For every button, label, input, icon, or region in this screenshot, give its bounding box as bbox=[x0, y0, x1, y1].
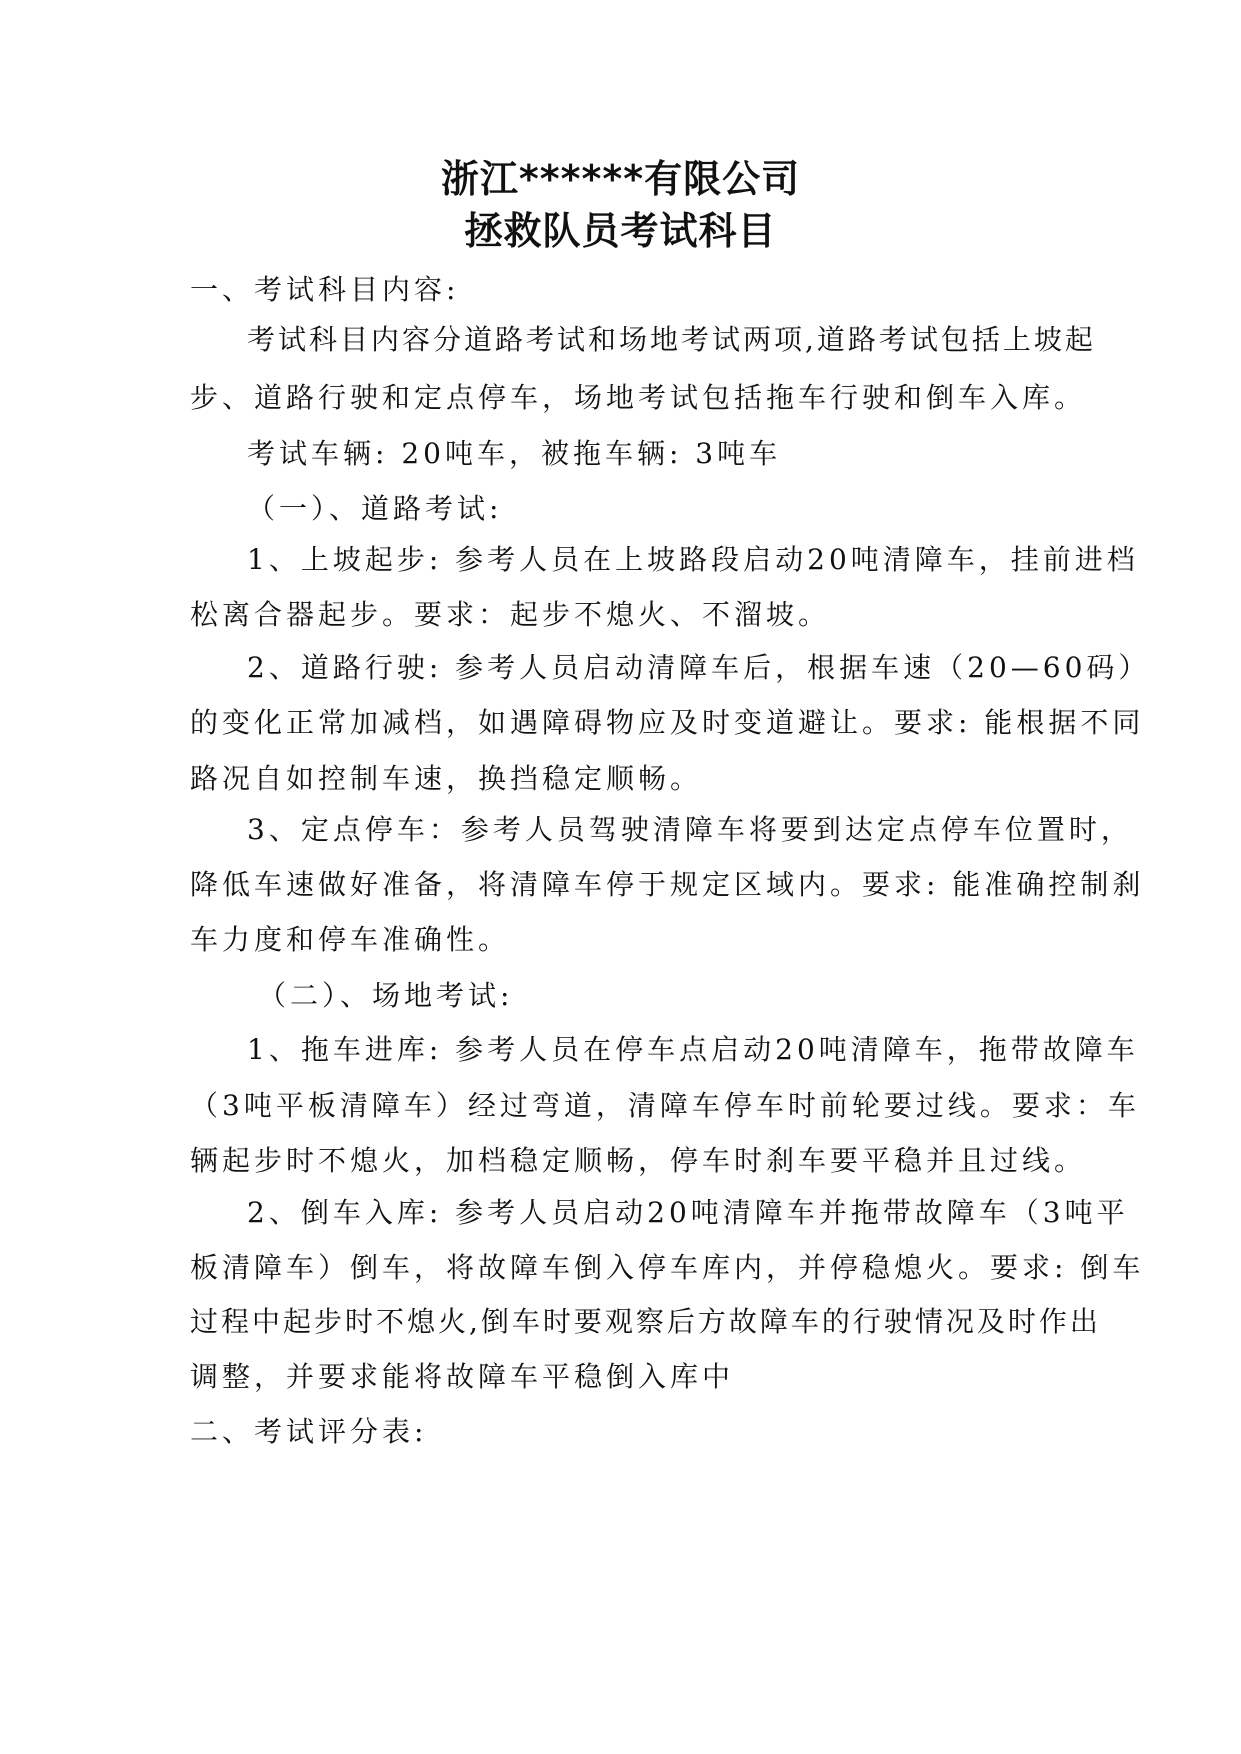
paragraph-line-vehicles: 考试车辆: 20吨车，被拖车辆: 3吨车 bbox=[247, 437, 782, 470]
paragraph-line: 辆起步时不熄火，加档稳定顺畅，停车时刹车要平稳并且过线。 bbox=[190, 1144, 1087, 1177]
subsection-heading-road-exam: （一）、道路考试: bbox=[247, 492, 503, 525]
paragraph-line: 考试科目内容分道路考试和场地考试两项,道路考试包括上坡起 bbox=[247, 323, 1096, 356]
section-heading-score-table: 二、考试评分表: bbox=[190, 1415, 428, 1448]
section-heading-exam-content: 一、考试科目内容: bbox=[190, 273, 460, 306]
paragraph-line: 1、上坡起步: 参考人员在上坡路段启动20吨清障车，挂前进档 bbox=[247, 543, 1139, 576]
document-title: 浙江******有限公司 bbox=[440, 157, 801, 201]
paragraph-line: 降低车速做好准备，将清障车停于规定区域内。要求: 能准确控制刹 bbox=[190, 868, 1145, 901]
paragraph-line: 步、道路行驶和定点停车，场地考试包括拖车行驶和倒车入库。 bbox=[190, 381, 1087, 414]
paragraph-line: 2、倒车入库: 参考人员启动20吨清障车并拖带故障车（3吨平 bbox=[247, 1196, 1129, 1229]
paragraph-line: 2、道路行驶: 参考人员启动清障车后，根据车速（20—60码） bbox=[247, 651, 1151, 684]
subsection-heading-field-exam: （二）、场地考试: bbox=[258, 979, 514, 1012]
paragraph-line: 路况自如控制车速，换挡稳定顺畅。 bbox=[190, 762, 703, 795]
paragraph-line: 1、拖车进库: 参考人员在停车点启动20吨清障车，拖带故障车 bbox=[247, 1033, 1139, 1066]
document-subtitle: 拯救队员考试科目 bbox=[464, 209, 777, 253]
paragraph-line: 松离合器起步。要求：起步不熄火、不溜坡。 bbox=[190, 598, 831, 631]
paragraph-line: 的变化正常加减档，如遇障碍物应及时变道避让。要求: 能根据不同 bbox=[190, 706, 1145, 739]
paragraph-line: 车力度和停车准确性。 bbox=[190, 923, 511, 956]
paragraph-line: 3、定点停车：参考人员驾驶清障车将要到达定点停车位置时， bbox=[247, 813, 1133, 846]
paragraph-line: 调整，并要求能将故障车平稳倒入库中 bbox=[190, 1360, 735, 1393]
paragraph-line: （3吨平板清障车）经过弯道，清障车停车时前轮要过线。要求：车 bbox=[190, 1089, 1140, 1122]
paragraph-line: 过程中起步时不熄火,倒车时要观察后方故障车的行驶情况及时作出 bbox=[190, 1305, 1101, 1338]
paragraph-line: 板清障车）倒车，将故障车倒入停车库内，并停稳熄火。要求: 倒车 bbox=[190, 1251, 1145, 1284]
